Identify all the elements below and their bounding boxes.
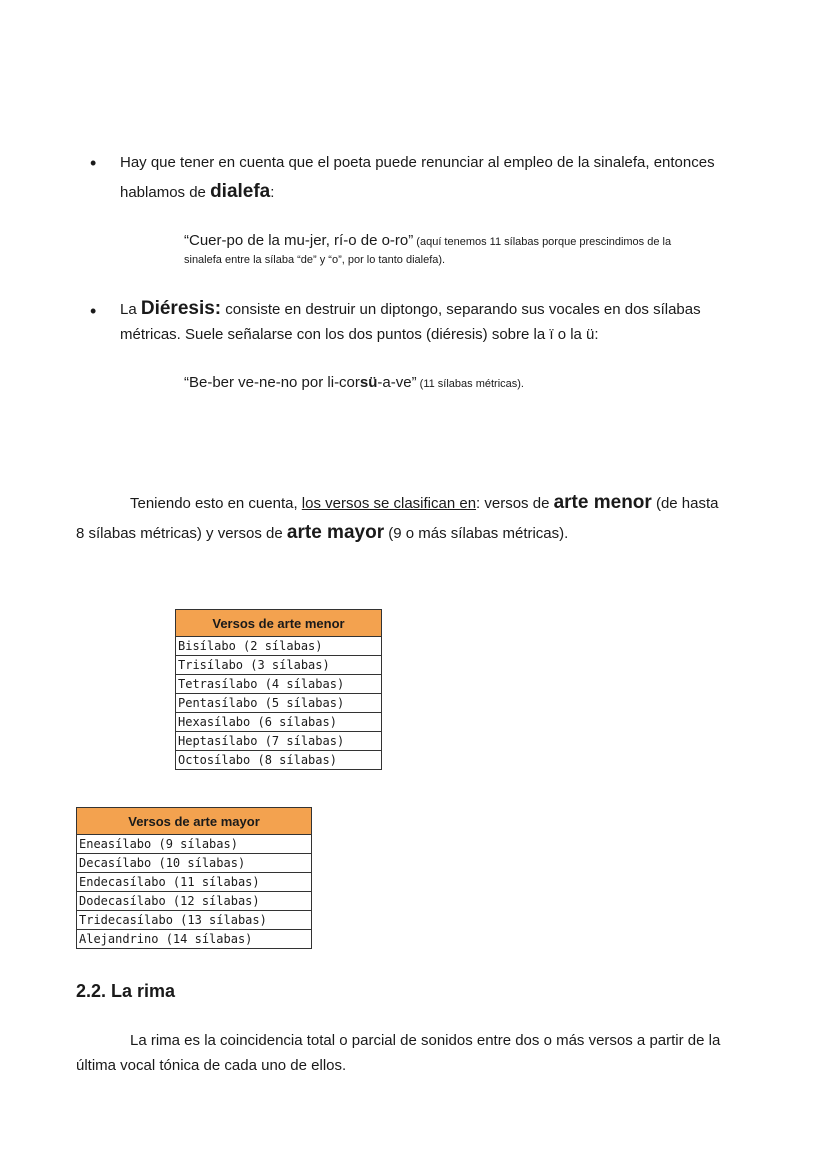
section-title: 2.2. La rima	[76, 981, 176, 1001]
table-row: Tridecasílabo (13 sílabas)	[77, 911, 312, 930]
dialefa-example: “Cuer-po de la mu-jer, rí-o de o-ro” (aquí tenemos 11 sílabas porque prescindimos de la	[184, 232, 672, 249]
classification-line1: Teniendo esto en cuenta, los versos se clasifican en: versos de arte menor (de hasta	[130, 492, 719, 513]
term-arte-mayor: arte mayor	[286, 522, 385, 543]
table-row: Eneasílabo (9 sílabas)	[77, 835, 312, 854]
table-row: Hexasílabo (6 sílabas)	[176, 713, 382, 732]
classification-line2: 8 sílabas métricas) y versos de arte mayor (9 o más sílabas métricas).	[76, 522, 569, 543]
table-arte-mayor	[76, 807, 312, 949]
table-row: Pentasílabo (5 sílabas)	[176, 694, 382, 713]
table-header: Versos de arte menor	[176, 610, 382, 637]
dieresis-example: “Be-ber ve-ne-no por li-corsü-a-ve” (11 sílabas métricas).	[184, 374, 524, 391]
table-row: Endecasílabo (11 sílabas)	[77, 873, 312, 892]
table-header: Versos de arte mayor	[77, 808, 312, 835]
bullet-dieresis-line2: métricas. Suele señalarse con los dos puntos (diéresis) sobre la ï o la ü:	[120, 326, 599, 343]
table-row: Heptasílabo (7 sílabas)	[176, 732, 382, 751]
table-row: Decasílabo (10 sílabas)	[77, 854, 312, 873]
term-dieresis: Diéresis:	[140, 298, 222, 319]
table-row: Tetrasílabo (4 sílabas)	[176, 675, 382, 694]
term-arte-menor: arte menor	[553, 492, 652, 513]
bullet-icon: •	[90, 153, 97, 173]
section-paragraph-line2: última vocal tónica de cada uno de ellos.	[76, 1057, 347, 1074]
table-row: Alejandrino (14 sílabas)	[77, 930, 312, 949]
bullet-dialefa-line2: hablamos de dialefa:	[120, 181, 275, 202]
dialefa-quote: “Cuer-po de la mu-jer, rí-o de o-ro”	[184, 232, 414, 249]
table-row: Dodecasílabo (12 sílabas)	[77, 892, 312, 911]
bullet-icon: •	[90, 301, 97, 321]
classification-underlined: los versos se clasifican en	[301, 495, 477, 512]
table-row: Bisílabo (2 sílabas)	[176, 637, 382, 656]
bullet-dieresis-line1: La Diéresis: consiste en destruir un diptongo, separando sus vocales en dos sílabas	[120, 298, 701, 319]
bullet-dialefa-line1: Hay que tener en cuenta que el poeta puede renunciar al empleo de la sinalefa, entonces	[120, 154, 715, 171]
table-row: Trisílabo (3 sílabas)	[176, 656, 382, 675]
term-dialefa: dialefa	[210, 181, 271, 202]
table-row: Octosílabo (8 sílabas)	[176, 751, 382, 770]
section-paragraph-line1: La rima es la coincidencia total o parcial de sonidos entre dos o más versos a partir de la	[130, 1032, 721, 1049]
table-arte-menor	[175, 609, 382, 770]
dialefa-example-note: sinalefa entre la sílaba “de” y “o”, por lo tanto dialefa).	[184, 254, 446, 266]
